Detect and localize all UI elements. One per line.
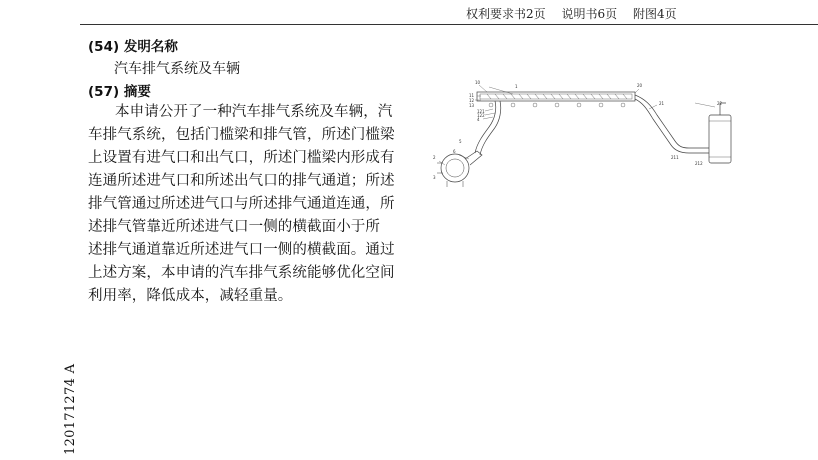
drawing-label: 121 [477,109,485,114]
sill-beam-ribs [487,94,627,107]
drawing-label: 11 [469,93,475,98]
drawing-label: 5 [459,139,462,144]
drawing-label: 22 [717,101,723,106]
drawing-label: 6 [453,149,456,154]
header-divider [80,24,818,25]
description-page-count: 说明书6页 [561,7,618,21]
drawing-svg [425,75,745,190]
drawing-label: 1 [515,84,518,89]
abstract-line: 利用率，降低成本，减轻重量。 [88,288,293,304]
drawing-label: 13 [469,103,475,108]
drawing-labels [433,80,723,180]
abstract-line: 上述方案，本申请的汽车排气系统能够优化空间 [88,265,395,281]
drawing-label: 2 [433,155,436,160]
sill-beam [477,92,635,101]
invention-title-heading: (54) 发明名称 [88,39,178,55]
drawing-label: 12 [469,98,475,103]
exhaust-system-drawing [425,75,745,190]
abstract-line: 述排气管靠近所述进气口一侧的横截面小于所 [88,219,380,235]
claims-page-count: 权利要求书2页 [466,7,546,21]
drawing-label: 21 [659,101,665,106]
publication-number: 120171274 A [63,363,78,455]
abstract-line: 排气管通过所述进气口与所述排气通道连通，所 [88,196,395,212]
abstract-line: 述排气通道靠近所述进气口一侧的横截面。通过 [88,242,395,258]
drawing-label: 10 [475,80,481,85]
rear-exhaust-pipe [635,99,709,153]
drawing-label: 20 [637,83,643,88]
drawing-label: 3 [433,175,436,180]
page-count-header [466,5,689,22]
abstract-line: 连通所述进气口和所述出气口的排气通道；所述 [88,173,395,189]
abstract-line: 本申请公开了一种汽车排气系统及车辆，汽 [115,104,393,120]
drawing-label: 4 [477,117,480,122]
drawing-label: 212 [695,161,703,166]
muffler [709,115,731,163]
drawings-page-count: 附图4页 [632,7,677,21]
abstract-heading: (57) 摘要 [88,84,151,100]
drawing-label: 211 [671,155,679,160]
abstract-line: 车排气系统，包括门槛梁和排气管，所述门槛梁 [88,127,395,143]
catalytic-converter [441,154,469,182]
invention-title: 汽车排气系统及车辆 [114,61,240,77]
abstract-line: 上设置有进气口和出气口，所述门槛梁内形成有 [88,150,395,166]
drawing-label: 122 [477,113,485,118]
